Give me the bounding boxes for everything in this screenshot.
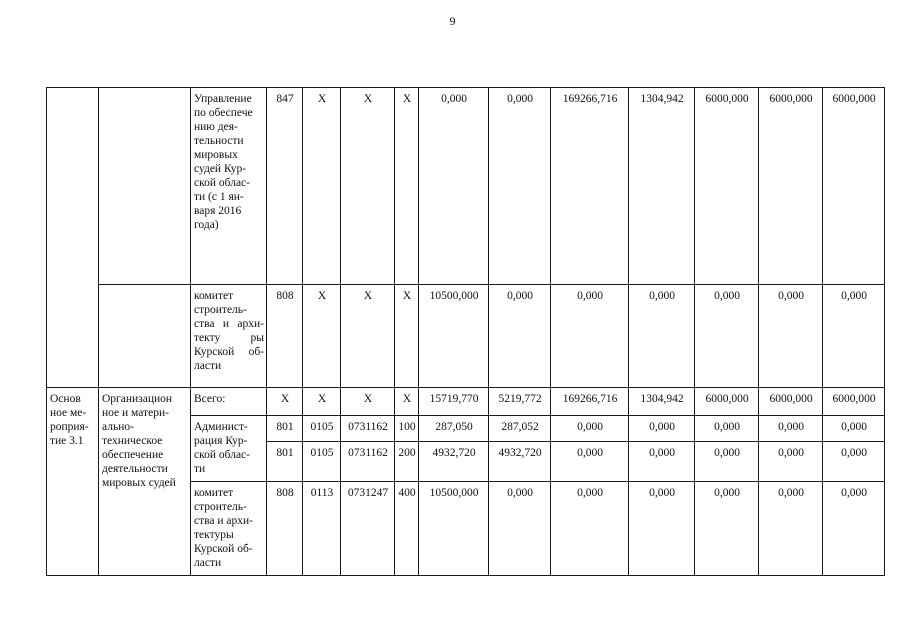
vr-cell: X (395, 285, 419, 388)
value-cell: 0,000 (629, 482, 695, 576)
name-cell (99, 285, 191, 388)
grbs-cell: 847 (267, 88, 303, 285)
value-cell: 0,000 (551, 416, 629, 442)
grbs-cell: 808 (267, 285, 303, 388)
value-cell: 0,000 (695, 285, 759, 388)
grbs-cell: X (267, 388, 303, 416)
executor-cell: Всего: (191, 388, 267, 416)
executor-cell: Управление по обеспече нию дея- тельности мировых судей Кур- ской облас- ти (с 1 ян- варя 2016 года) (191, 88, 267, 285)
rzpr-cell: X (303, 88, 341, 285)
grbs-cell: 801 (267, 416, 303, 442)
value-cell: 287,052 (489, 416, 551, 442)
csr-cell: X (341, 88, 395, 285)
value-cell: 6000,000 (695, 388, 759, 416)
value-cell: 1304,942 (629, 388, 695, 416)
name-cell: Организацион ное и матери- ально- техническое обеспечение деятельности мировых судей (99, 388, 191, 576)
value-cell: 0,000 (759, 482, 823, 576)
value-cell: 6000,000 (759, 88, 823, 285)
value-cell: 5219,772 (489, 388, 551, 416)
csr-cell: 0731162 (341, 416, 395, 442)
value-cell: 0,000 (759, 442, 823, 482)
rzpr-cell: 0113 (303, 482, 341, 576)
value-cell: 169266,716 (551, 388, 629, 416)
value-cell: 0,000 (695, 416, 759, 442)
value-cell: 10500,000 (419, 285, 489, 388)
value-cell: 0,000 (551, 482, 629, 576)
executor-cell: комитет строитель- ства и архи- текту ры Курской об- ласти (191, 285, 267, 388)
executor-cell: Админист- рация Кур- ской облас- ти (191, 416, 267, 482)
name-cell (99, 88, 191, 285)
value-cell: 6000,000 (823, 88, 885, 285)
value-cell: 15719,770 (419, 388, 489, 416)
value-cell: 0,000 (695, 442, 759, 482)
value-cell: 0,000 (629, 416, 695, 442)
table-row (47, 88, 885, 285)
value-cell: 0,000 (489, 285, 551, 388)
value-cell: 0,000 (759, 416, 823, 442)
executor-cell: комитет строитель- ства и архи- тектуры Курской об- ласти (191, 482, 267, 576)
rzpr-cell: 0105 (303, 442, 341, 482)
value-cell: 0,000 (551, 285, 629, 388)
value-cell: 6000,000 (695, 88, 759, 285)
status-cell: Основ ное ме- роприя- тие 3.1 (47, 388, 99, 576)
value-cell: 4932,720 (489, 442, 551, 482)
budget-table (46, 87, 885, 576)
status-cell (47, 88, 99, 388)
value-cell: 1304,942 (629, 88, 695, 285)
value-cell: 0,000 (489, 482, 551, 576)
rzpr-cell: X (303, 388, 341, 416)
vr-cell: X (395, 388, 419, 416)
csr-cell: X (341, 388, 395, 416)
value-cell: 0,000 (823, 442, 885, 482)
table-row (47, 388, 885, 416)
vr-cell: 400 (395, 482, 419, 576)
value-cell: 0,000 (419, 88, 489, 285)
value-cell: 10500,000 (419, 482, 489, 576)
value-cell: 0,000 (629, 442, 695, 482)
value-cell: 0,000 (823, 482, 885, 576)
value-cell: 0,000 (823, 285, 885, 388)
grbs-cell: 801 (267, 442, 303, 482)
value-cell: 0,000 (695, 482, 759, 576)
value-cell: 0,000 (489, 88, 551, 285)
rzpr-cell: 0105 (303, 416, 341, 442)
vr-cell: X (395, 88, 419, 285)
value-cell: 6000,000 (823, 388, 885, 416)
vr-cell: 200 (395, 442, 419, 482)
vr-cell: 100 (395, 416, 419, 442)
value-cell: 4932,720 (419, 442, 489, 482)
page-number: 9 (449, 14, 456, 28)
value-cell: 169266,716 (551, 88, 629, 285)
rzpr-cell: X (303, 285, 341, 388)
grbs-cell: 808 (267, 482, 303, 576)
csr-cell: X (341, 285, 395, 388)
csr-cell: 0731247 (341, 482, 395, 576)
value-cell: 0,000 (823, 416, 885, 442)
table-row (47, 285, 885, 388)
value-cell: 0,000 (551, 442, 629, 482)
csr-cell: 0731162 (341, 442, 395, 482)
value-cell: 0,000 (629, 285, 695, 388)
value-cell: 287,050 (419, 416, 489, 442)
value-cell: 0,000 (759, 285, 823, 388)
value-cell: 6000,000 (759, 388, 823, 416)
